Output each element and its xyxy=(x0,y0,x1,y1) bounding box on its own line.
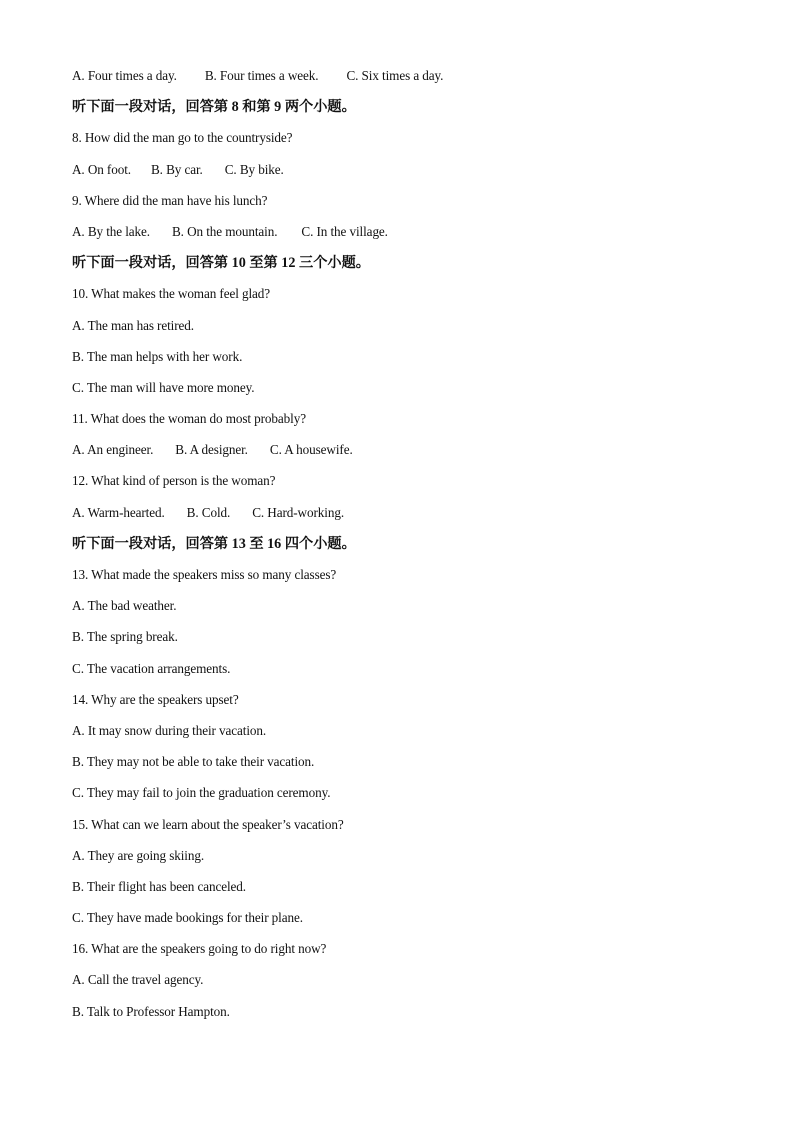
answer-option: C. Hard-working. xyxy=(252,504,345,520)
answer-option: C. The man will have more money. xyxy=(72,379,255,395)
answer-option: B. By car. xyxy=(150,161,203,177)
answer-options-row xyxy=(72,503,752,534)
answer-option: A. On foot. xyxy=(72,161,131,177)
answer-option: B. The man helps with her work. xyxy=(72,348,243,364)
question-text: 11. What does the woman do most probably? xyxy=(72,411,306,427)
answer-options-row xyxy=(72,440,752,471)
answer-option: B. Their flight has been canceled. xyxy=(72,878,246,894)
answer-option: C. They have made bookings for their plane. xyxy=(72,910,303,926)
answer-option: C. By bike. xyxy=(224,161,284,177)
answer-option: B. The spring break. xyxy=(72,629,178,645)
section-heading: 听下面一段对话，回答第 8 和第 9 两个小题。 xyxy=(72,99,356,116)
answer-option: A. Call the travel agency. xyxy=(72,972,204,988)
question-text: 9. Where did the man have his lunch? xyxy=(72,192,268,208)
section-heading: 听下面一段对话，回答第 13 至 16 四个小题。 xyxy=(72,535,356,552)
question-text: 14. Why are the speakers upset? xyxy=(72,691,239,707)
answer-option: A. It may snow during their vacation. xyxy=(72,722,267,738)
answer-option: C. In the village. xyxy=(301,223,388,239)
answer-options-row xyxy=(72,160,752,191)
question-text: 8. How did the man go to the countryside? xyxy=(72,130,293,146)
answer-option: B. A designer. xyxy=(175,442,248,458)
answer-option: C. Six times a day. xyxy=(346,68,444,83)
answer-option: A. They are going skiing. xyxy=(72,847,205,863)
question-text: 15. What can we learn about the speaker’s vacation? xyxy=(72,816,344,832)
question-text: 13. What made the speakers miss so many classes? xyxy=(72,567,337,582)
answer-option: C. They may fail to join the graduation ceremony. xyxy=(72,785,331,801)
answer-options-row xyxy=(72,66,752,97)
answer-option: A. Four times a day. xyxy=(72,68,177,83)
answer-option: C. A housewife. xyxy=(269,442,353,458)
answer-option: A. The man has retired. xyxy=(72,317,194,333)
answer-option: A. By the lake. xyxy=(72,223,150,239)
answer-option: B. Cold. xyxy=(186,504,231,520)
answer-option: B. Four times a week. xyxy=(204,68,319,83)
question-text: 16. What are the speakers going to do right now? xyxy=(72,941,327,957)
answer-option: B. Talk to Professor Hampton. xyxy=(72,1003,230,1019)
answer-option: B. On the mountain. xyxy=(171,223,278,239)
question-text: 12. What kind of person is the woman? xyxy=(72,473,276,489)
answer-option: A. An engineer. xyxy=(72,442,154,458)
answer-option: B. They may not be able to take their vacation. xyxy=(72,754,315,770)
answer-option: A. The bad weather. xyxy=(72,598,177,614)
answer-option: A. Warm-hearted. xyxy=(72,504,165,520)
answer-option: C. The vacation arrangements. xyxy=(72,660,231,676)
answer-options-row xyxy=(72,222,752,253)
document-page xyxy=(72,66,752,1033)
question-text: 10. What makes the woman feel glad? xyxy=(72,286,271,302)
section-heading: 听下面一段对话，回答第 10 至第 12 三个小题。 xyxy=(72,255,370,272)
